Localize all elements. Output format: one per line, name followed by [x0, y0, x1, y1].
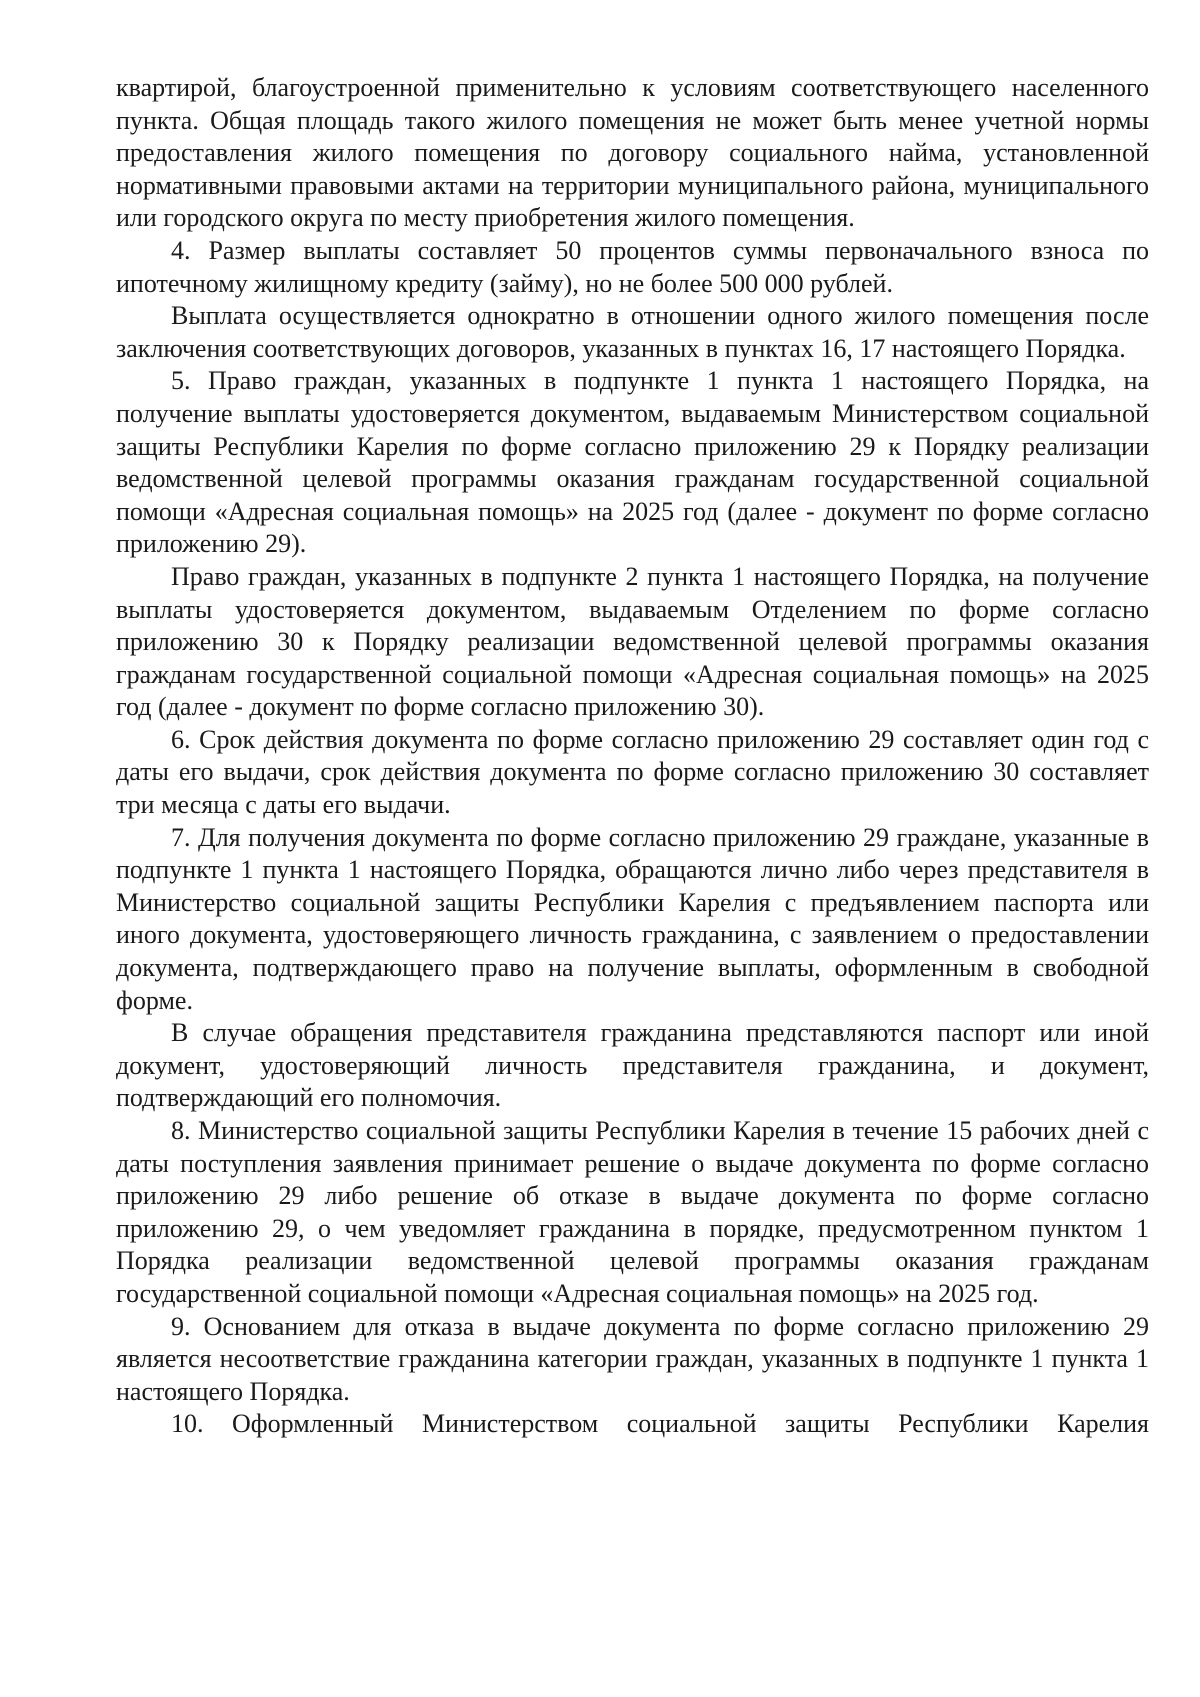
paragraph-refusal-grounds: 9. Основанием для отказа в выдаче документа по форме согласно приложению 29 является несоответствие гражданина категории граждан, указанных в подпункте 1 пункта 1 настоящего Порядка.	[116, 1311, 1149, 1406]
paragraph-representative: В случае обращения представителя гражданина представляются паспорт или иной документ, удостоверяющий личность представителя гражданина, и документ, подтверждающий его полномочия.	[116, 1018, 1149, 1113]
paragraph-right-subitem-1: 5. Право граждан, указанных в подпункте 1 пункта 1 настоящего Порядка, на получение выплаты удостоверяется документом, выдаваемым Министерством социальной защиты Республики Карелия по форме согласно приложению 29 к Порядку реализации ведомственной целевой программы оказания гражданам государственной социальной помощи «Адресная социальная помощь» на 2025 год (далее - документ по форме согласно приложению 29).	[116, 366, 1149, 559]
paragraph-payment-once: Выплата осуществляется однократно в отношении одного жилого помещения после заключения соответствующих договоров, указанных в пунктах 16, 17 настоящего Порядка.	[116, 301, 1149, 363]
document-page	[116, 72, 1149, 1441]
paragraph-right-subitem-2: Право граждан, указанных в подпункте 2 пункта 1 настоящего Порядка, на получение выплаты удостоверяется документом, выдаваемым Отделением по форме согласно приложению 30 к Порядку реализации ведомственной целевой программы оказания гражданам государственной социальной помощи «Адресная социальная помощь» на 2025 год (далее - документ по форме согласно приложению 30).	[116, 561, 1149, 722]
paragraph-payment-amount: 4. Размер выплаты составляет 50 процентов суммы первоначального взноса по ипотечному жилищному кредиту (займу), но не более 500 000 рублей.	[116, 235, 1149, 298]
paragraph-issued-document: 10. Оформленный Министерством социальной защиты Республики Карелия	[171, 1409, 1149, 1439]
paragraph-housing-requirements: квартирой, благоустроенной применительно к условиям соответствующего населенного пункта. Общая площадь такого жилого помещения не может быть менее учетной нормы предоставления жилого помещения по договору социального найма, установленной нормативными правовыми актами на территории муниципального района, муниципального или городского округа по месту приобретения жилого помещения.	[116, 73, 1149, 233]
paragraph-application-procedure: 7. Для получения документа по форме согласно приложению 29 граждане, указанные в подпункте 1 пункта 1 настоящего Порядка, обращаются лично либо через представителя в Министерство социальной защиты Республики Карелия с предъявлением паспорта или иного документа, удостоверяющего личность гражданина, с заявлением о предоставлении документа, подтверждающего право на получение выплаты, оформленным в свободной форме.	[116, 822, 1149, 1015]
paragraph-ministry-decision: 8. Министерство социальной защиты Республики Карелия в течение 15 рабочих дней с даты поступления заявления принимает решение о выдаче документа по форме согласно приложению 29 либо решение об отказе в выдаче документа по форме согласно приложению 29, о чем уведомляет гражданина в порядке, предусмотренном пунктом 1 Порядка реализации ведомственной целевой программы оказания гражданам государственной социальной помощи «Адресная социальная помощь» на 2025 год.	[116, 1116, 1149, 1308]
paragraph-document-validity: 6. Срок действия документа по форме согласно приложению 29 составляет один год с даты его выдачи, срок действия документа по форме согласно приложению 30 составляет три месяца с даты его выдачи.	[116, 724, 1149, 820]
